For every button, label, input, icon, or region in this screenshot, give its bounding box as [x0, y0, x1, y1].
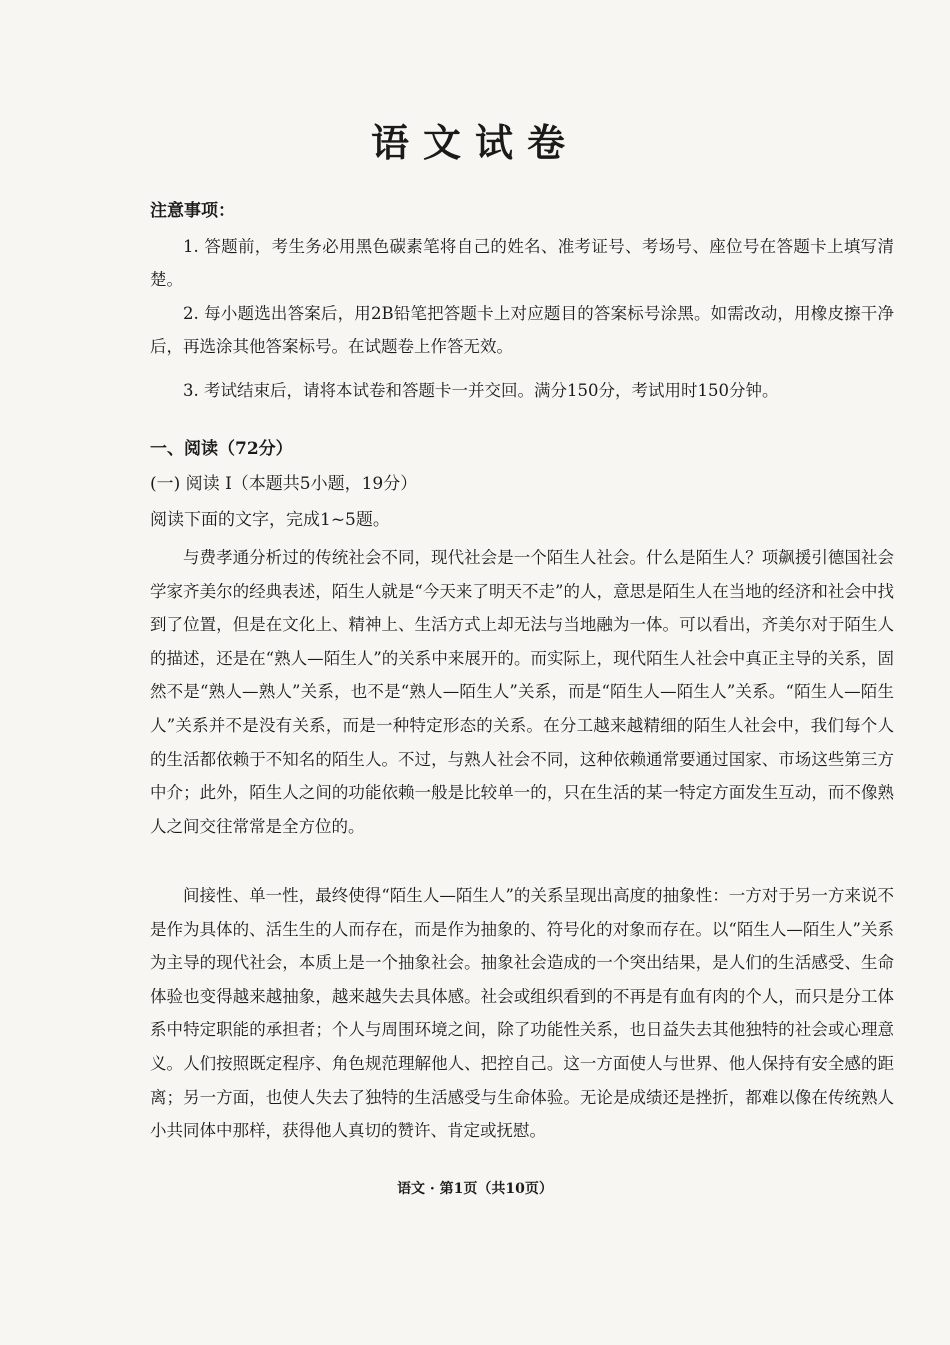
- section-heading: 一、阅读（72分）: [150, 439, 293, 459]
- notice-heading: 注意事项：: [150, 201, 235, 221]
- page-footer: 语文 · 第1页（共10页）: [397, 1181, 553, 1197]
- notice-item-2: 2. 每小题选出答案后，用2B铅笔把答题卡上对应题目的答案标号涂黑。如需改动，用橡皮擦干净后，再选涂其他答案标号。在试题卷上作答无效。: [150, 304, 894, 356]
- notice-item-3: 3. 考试结束后，请将本试卷和答题卡一并交回。满分150分，考试用时150分钟。: [183, 381, 779, 400]
- passage-paragraph-2: 间接性、单一性，最终使得“陌生人—陌生人”的关系呈现出高度的抽象性：一方对于另一方来说不是作为具体的、活生生的人而存在，而是作为抽象的、符号化的对象而存在。以“陌生人—陌生人”关系为主导的现代社会，本质上是一个抽象社会。抽象社会造成的一个突出结果，是人们的生活感受、生命体验也变得越来越抽象，越来越失去具体感。社会或组织看到的不再是有血有肉的个人，而只是分工体系中特定职能的承担者；个人与周围环境之间，除了功能性关系，也日益失去其他独特的社会或心理意义。人们按照既定程序、角色规范理解他人、把控自己。这一方面使人与世界、他人保持有安全感的距离；另一方面，也使人失去了独特的生活感受与生命体验。无论是成绩还是挫折，都难以像在传统熟人小共同体中那样，获得他人真切的赞许、肯定或抚慰。: [150, 886, 894, 1141]
- section-subheading: (一) 阅读 I（本题共5小题，19分）: [150, 474, 418, 494]
- section-instruction: 阅读下面的文字，完成1~5题。: [150, 510, 390, 530]
- passage-paragraph-1: 与费孝通分析过的传统社会不同，现代社会是一个陌生人社会。什么是陌生人？项飙援引德国社会学家齐美尔的经典表述，陌生人就是“今天来了明天不走”的人，意思是陌生人在当地的经济和社会中找到了位置，但是在文化上、精神上、生活方式上却无法与当地融为一体。可以看出，齐美尔对于陌生人的描述，还是在“熟人—陌生人”的关系中来展开的。而实际上，现代陌生人社会中真正主导的关系，固然不是“熟人—熟人”关系，也不是“熟人—陌生人”关系，而是“陌生人—陌生人”关系。“陌生人—陌生人”关系并不是没有关系，而是一种特定形态的关系。在分工越来越精细的陌生人社会中，我们每个人的生活都依赖于不知名的陌生人。不过，与熟人社会不同，这种依赖通常要通过国家、市场这些第三方中介；此外，陌生人之间的功能依赖一般是比较单一的，只在生活的某一特定方面发生互动，而不像熟人之间交往常常是全方位的。: [150, 548, 894, 836]
- page-title: 语文试卷: [370, 120, 579, 165]
- notice-item-1: 1. 答题前，考生务必用黑色碳素笔将自己的姓名、准考证号、考场号、座位号在答题卡上填写清楚。: [150, 237, 894, 289]
